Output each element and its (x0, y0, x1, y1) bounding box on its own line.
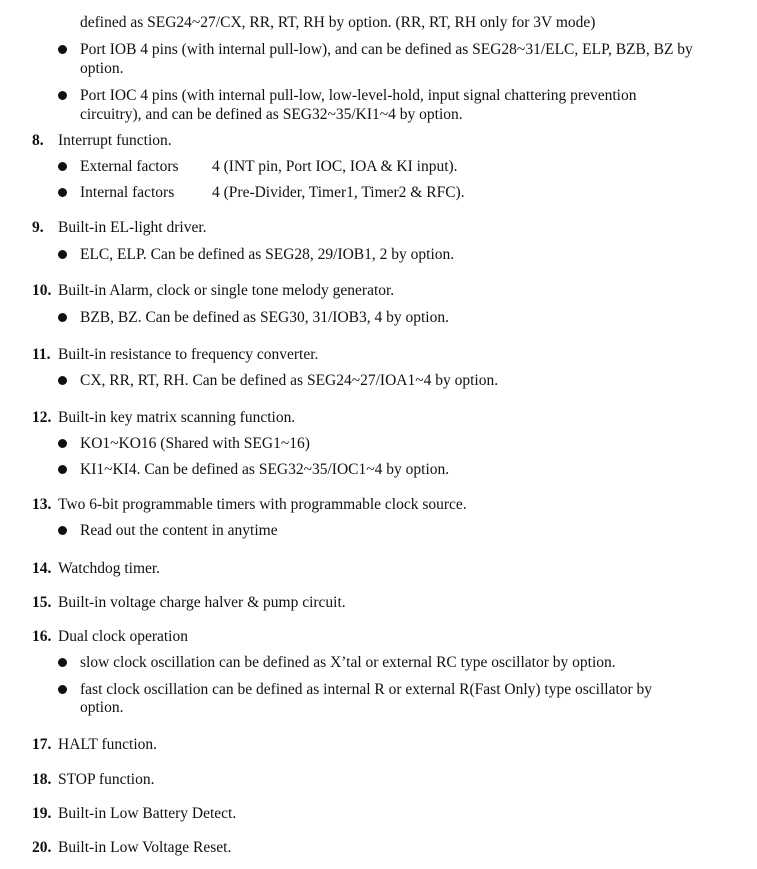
external-factors-value: 4 (INT pin, Port IOC, IOA & KI input). (212, 158, 458, 175)
bullet-icon (58, 658, 67, 667)
item-number: 13. (32, 496, 52, 513)
item-text: Built-in Low Battery Detect. (58, 805, 237, 822)
external-factors-label: External factors (80, 158, 179, 175)
item-text: Built-in EL-light driver. (58, 219, 207, 236)
bullet-icon (58, 250, 67, 259)
key-bullet-ko: KO1~KO16 (Shared with SEG1~16) (80, 435, 310, 452)
bullet-icon (58, 376, 67, 385)
item-text: STOP function. (58, 771, 155, 788)
bullet-icon (58, 439, 67, 448)
bullet-icon (58, 526, 67, 535)
item-number: 17. (32, 736, 52, 753)
item-text: Interrupt function. (58, 132, 172, 149)
bullet-icon (58, 188, 67, 197)
item-text: HALT function. (58, 736, 158, 753)
bullet-icon (58, 685, 67, 694)
bullet-icon (58, 313, 67, 322)
bullet-icon (58, 465, 67, 474)
slow-clock-text: slow clock oscillation can be defined as X’tal or external RC type oscillator by option. (80, 654, 616, 671)
item-text: Watchdog timer. (58, 560, 161, 577)
port-ioc-line-1: Port IOC 4 pins (with internal pull-low, low-level-hold, input signal chattering prevention (80, 87, 637, 104)
item-number: 16. (32, 628, 52, 645)
item-text: Dual clock operation (58, 628, 188, 645)
item-number: 8. (32, 132, 44, 149)
internal-factors-label: Internal factors (80, 184, 175, 201)
port-iob-line-2: option. (80, 60, 124, 77)
item-text: Built-in Low Voltage Reset. (58, 839, 232, 856)
item-number: 19. (32, 805, 52, 822)
item-text: Built-in key matrix scanning function. (58, 409, 296, 426)
item-text: Built-in Alarm, clock or single tone melody generator. (58, 282, 395, 299)
item-number: 18. (32, 771, 52, 788)
el-bullet-text: ELC, ELP. Can be defined as SEG28, 29/IOB1, 2 by option. (80, 246, 455, 263)
internal-factors-value: 4 (Pre-Divider, Timer1, Timer2 & RFC). (212, 184, 465, 201)
bullet-icon (58, 162, 67, 171)
rfc-bullet-text: CX, RR, RT, RH. Can be defined as SEG24~27/IOA1~4 by option. (80, 372, 499, 389)
item-text: Built-in voltage charge halver & pump circuit. (58, 594, 346, 611)
item-text: Two 6-bit programmable timers with programmable clock source. (58, 496, 467, 513)
fast-clock-line-1: fast clock oscillation can be defined as internal R or external R(Fast Only) type oscillator by (80, 681, 653, 698)
key-bullet-ki: KI1~KI4. Can be defined as SEG32~35/IOC1~4 by option. (80, 461, 450, 478)
item-number: 12. (32, 409, 52, 426)
bullet-icon (58, 91, 67, 100)
item-number: 11. (32, 346, 51, 363)
port-iob-line-1: Port IOB 4 pins (with internal pull-low), and can be defined as SEG28~31/ELC, ELP, BZB, BZ by (80, 41, 693, 58)
item-number: 14. (32, 560, 52, 577)
bullet-icon (58, 45, 67, 54)
continued-text: defined as SEG24~27/CX, RR, RT, RH by option. (RR, RT, RH only for 3V mode) (80, 14, 596, 31)
timer-bullet-text: Read out the content in anytime (80, 522, 278, 539)
alarm-bullet-text: BZB, BZ. Can be defined as SEG30, 31/IOB3, 4 by option. (80, 309, 449, 326)
item-number: 20. (32, 839, 52, 856)
port-ioc-line-2: circuitry), and can be defined as SEG32~35/KI1~4 by option. (80, 106, 463, 123)
item-number: 9. (32, 219, 44, 236)
item-text: Built-in resistance to frequency converter. (58, 346, 319, 363)
item-number: 10. (32, 282, 52, 299)
fast-clock-line-2: option. (80, 699, 124, 716)
item-number: 15. (32, 594, 52, 611)
